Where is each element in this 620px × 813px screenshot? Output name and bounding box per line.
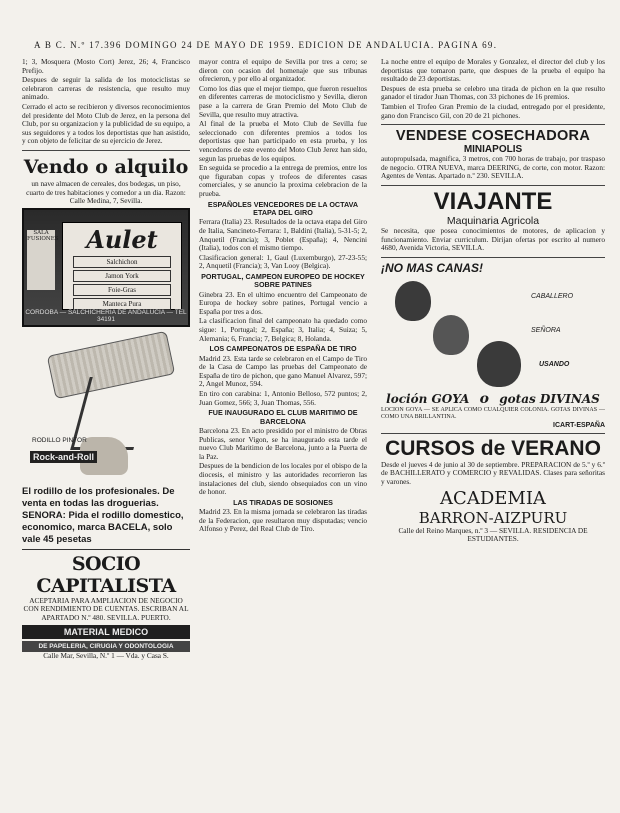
article-paragraph: 1; 3, Mosquera (Mosto Cort) Jerez, 26; 4, Francisco Prefijo. xyxy=(22,58,190,75)
article-paragraph: Despues de la bendicion de los locales por el obispo de la diocesis, el ministro y las autoridades recorrieron las instalaciones del club, siendo obsequiados con un vino de honor. xyxy=(199,461,367,497)
headline: FUE INAUGURADO EL CLUB MARITIMO DE BARCELONA xyxy=(208,408,358,426)
article-paragraph: La noche entre el equipo de Morales y Gonzalez, el director del club y los deportistas que tomaron parte, que despues de la prueba el equipo ha resultado de 23 deportistas. xyxy=(381,58,605,84)
ad-aulet-line: Jamon York xyxy=(73,270,171,282)
ad-canas-label: USANDO xyxy=(539,360,570,368)
divider xyxy=(22,549,190,550)
ad-material-foot: Calle Mar, Sevilla, N.º 1 — Vda. y Casa S. xyxy=(43,650,169,660)
ad-viajante-title: VIAJANTE xyxy=(433,187,553,215)
ad-cosechadora xyxy=(381,124,605,181)
ad-roller-label: RODILLO PINTOR xyxy=(32,436,87,444)
article-paragraph: Madrid 23. Esta tarde se celebraron en el Campo de Tiro de la Casa de Campo las pruebas del Campeonato de España de tiro de pichon, que gano Manuel Alvarez, 597; 2, Angel Munoz, 594. xyxy=(199,353,367,389)
ad-roller-text: El rodillo de los profesionales. De venta en todas las droguerias. SENORA: Pida el rodillo domestico, economico, marca BACELA, solo vale 45 pesetas xyxy=(22,485,184,545)
ad-cursos-title: CURSOS de VERANO xyxy=(385,436,601,460)
article-paragraph: Despues de esta prueba se celebro una tirada de pichon en la que resulto ganador el tirador Juan Thomas, con 33 pichones de 16 premios. xyxy=(381,83,605,102)
ad-cursos-foot: Calle del Reino Marques, n.º 3 — SEVILLA. RESIDENCIA DE ESTUDIANTES. xyxy=(398,525,588,544)
ad-cursos-name: BARRON-AIZPURU xyxy=(418,508,568,527)
article-paragraph: Despues de seguir la salida de los motociclistas se celebraron carreras de resistencia, que resulto muy animado. xyxy=(22,75,190,102)
ad-canas-brand: loción GOYA xyxy=(386,391,470,406)
ad-aulet-line: Manteca Pura xyxy=(73,298,171,310)
ad-canas-label: CABALLERO xyxy=(531,292,574,300)
article-paragraph: En tiro con carabina: 1, Antonio Belloso, 572 puntos; 2, Juan Gomez, 566; 3, Juan Thomas, 556. xyxy=(199,389,367,407)
article-paragraph: mayor contra el equipo de Sevilla por tres a cero; se dieron con ocasion del homenaje que sus tribunas ofrecieron, y por ello al organizador. xyxy=(199,58,367,84)
ad-aulet-panel xyxy=(62,222,182,310)
ad-canas-brand: gotas DIVINAS xyxy=(499,391,600,406)
article-paragraph: Ferrara (Italia) 23. Resultados de la octava etapa del Giro de Italia, Sancineto-Ferrara: 1, Baldini (Italia), 5-31-5; 2, Anquetil (Francia); 3, Poblet (España); 4, Nencini (Italia), todos con el mismo tiempo. xyxy=(199,217,367,253)
column-2 xyxy=(199,58,367,805)
woman-face-icon xyxy=(477,341,521,387)
ad-canas-or: o xyxy=(479,390,489,407)
article-paragraph: Barcelona 23. En acto presidido por el ministro de Obras Publicas, senor Vigon, se ha inaugurado esta tarde el nuevo Club Maritimo de Barcelona, junto a la Puerta de la Paz. xyxy=(199,426,367,461)
ad-viajante xyxy=(381,185,605,253)
ad-aulet-brand: Aulet xyxy=(86,224,158,254)
article-paragraph: Ginebra 23. En el ultimo encuentro del Campeonato de Europa de hockey sobre patines, Portugal vencio a España por tres a dos. xyxy=(199,289,367,316)
ad-viajante-sub: Maquinaria Agricola xyxy=(446,214,540,227)
ad-socio-title: SOCIO CAPITALISTA xyxy=(36,552,176,597)
woman-face-icon xyxy=(433,315,469,355)
ad-viajante-text: Se necesita, que posea conocimientos de motores, de aplicacion y funcionamiento. Enviar curriculum. Dirijan ofertas por escrito al numero 4680, Avenida Victoria, SEVILLA. xyxy=(381,225,605,253)
ad-socio-text: ACEPTARIA PARA AMPLIACION DE NEGOCIO CON RENDIMIENTO DE CUENTAS. ESCRIBAN AL APARTADO N.º 480. SEVILLA. PUERTO. xyxy=(23,595,189,622)
man-face-icon xyxy=(395,281,431,321)
ad-canas-illustration xyxy=(381,275,605,391)
ad-cursos-school: ACADEMIA xyxy=(440,487,546,509)
ad-aulet-foot: CORDOBA — SALCHICHERIA DE ANDALUCIA — TEL 34191 xyxy=(25,308,187,323)
ad-canas-label: SEÑORA xyxy=(531,326,561,334)
ad-material-title: MATERIAL MEDICO xyxy=(22,625,190,639)
ad-aulet-line: Salchichon xyxy=(73,256,171,268)
ad-canas-foot: ICART-ESPAÑA xyxy=(553,421,605,429)
ad-cosechadora-brand: MINIAPOLIS xyxy=(463,144,523,156)
headline: LAS TIRADAS DE SOSIONES xyxy=(233,497,333,507)
ad-roller-brand: Rock-and-Roll xyxy=(30,451,97,463)
page-header: A B C. N.º 17.396 DOMINGO 24 DE MAYO DE 1959. EDICION DE ANDALUCIA. PAGINA 69. xyxy=(34,40,498,50)
article-paragraph: Cerrado el acto se recibieron y diversos reconocimientos del presidente del Moto Club de Jerez, en la persona del Club, por su organizacion y la publicidad de su equipo, a sus seguidores y a todos los deportistas que han asistido, y con objeto de felicitar de su ejercicio de Jerez. xyxy=(22,101,190,146)
article-paragraph: La clasificacion final del campeonato ha quedado como sigue: 1, Portugal; 2, España; 3, Italia; 4, Suiza; 5, Alemania; 6, Francia; 7, Belgica; 8, Holanda. xyxy=(199,316,367,343)
article-paragraph: En seguida se procedio a la entrega de premios, entre los que figuraban copas y trofeos de diferentes casas comerciales, y se anuncio la proxima celebracion de la prueba. xyxy=(199,163,367,198)
article-paragraph: Madrid 23. En la misma jornada se celebraron las tiradas de la Federacion, que resultaron muy disputadas; vencio Alfonso y Perez, del Real Club de Tiro. xyxy=(199,507,367,534)
headline: LOS CAMPEONATOS DE ESPAÑA DE TIRO xyxy=(209,344,357,354)
ad-material-sub: DE PAPELERIA, CIRUGIA Y ODONTOLOGIA xyxy=(22,641,190,652)
ad-canas-title: ¡NO MAS CANAS! xyxy=(381,260,483,275)
article-paragraph: Al final de la prueba el Moto Club de Sevilla fue seleccionado con diferentes premios a todos los deportistas que han participado en esta prueba, y los vencedores de este evento del Moto Club Jerez han sido, segun las pruebas de los equipos. xyxy=(199,119,367,163)
headline: PORTUGAL, CAMPEON EUROPEO DE HOCKEY SOBRE PATINES xyxy=(201,271,365,290)
article-paragraph: Clasificacion general: 1, Gaul (Luxemburgo), 27-23-55; 2, Anquetil (Francia); 3, Van Looy (Belgica). xyxy=(199,252,367,271)
ad-aulet-line: Foie-Gras xyxy=(73,284,171,296)
ad-vendo xyxy=(22,150,190,206)
ad-cursos-text: Desde el jueves 4 de junio al 30 de septiembre. PREPARACION de 5.º y 6.º de BACHILLERATO y COMERCIO y REVALIDAS. Clases para señoritas y varones. xyxy=(381,459,605,486)
ad-cosechadora-title: VENDESE COSECHADORA xyxy=(395,128,591,145)
column-1 xyxy=(22,58,190,805)
ad-vendo-text: un nave almacen de cereales, dos bodegas, un piso, cuarto de tres habitaciones y comedor a un dia. Razon: Calle Medina, 7, Sevilla. xyxy=(26,178,186,206)
headline: ESPAÑOLES VENCEDORES DE LA OCTAVA ETAPA DEL GIRO xyxy=(207,199,359,217)
ad-cursos xyxy=(381,433,605,544)
article-paragraph: Tambien el Trofeo Gran Premio de la ciudad, entregado por el presidente, gano don Francisco Gil, con 20 de 21 pichones. xyxy=(381,101,605,120)
article-paragraph: Como los dias que el mejor tiempo, que fueron resueltos en diferentes carreras de motociclismo y Sevilla, dieron pase a la carrera de Gran Premio del Moto Club de Sevilla, que resulto muy atractiva. xyxy=(199,83,367,119)
ad-cosechadora-text: autopropulsada, magnifica, 3 metros, con 700 horas de trabajo, por traspaso de negocio. OTRA NUEVA, marca DEERING, de corte, con motor. Razon: Agentes de Ventas. Apartado n.º 230. SEVILLA. xyxy=(381,154,605,181)
ad-aulet-tag: SALA FUSIONES xyxy=(27,230,55,290)
ad-aulet xyxy=(22,208,190,327)
ad-canas-brands xyxy=(381,391,605,407)
ad-canas xyxy=(381,257,605,429)
ad-canas-small: LOCION GOYA — SE APLICA COMO CUALQUIER COLONIA. GOTAS DIVINAS — COMO UNA BRILLANTINA. xyxy=(381,406,605,420)
ad-roller xyxy=(22,329,190,484)
ad-vendo-title: Vendo o alquilo xyxy=(23,155,189,178)
column-3 xyxy=(381,58,605,805)
